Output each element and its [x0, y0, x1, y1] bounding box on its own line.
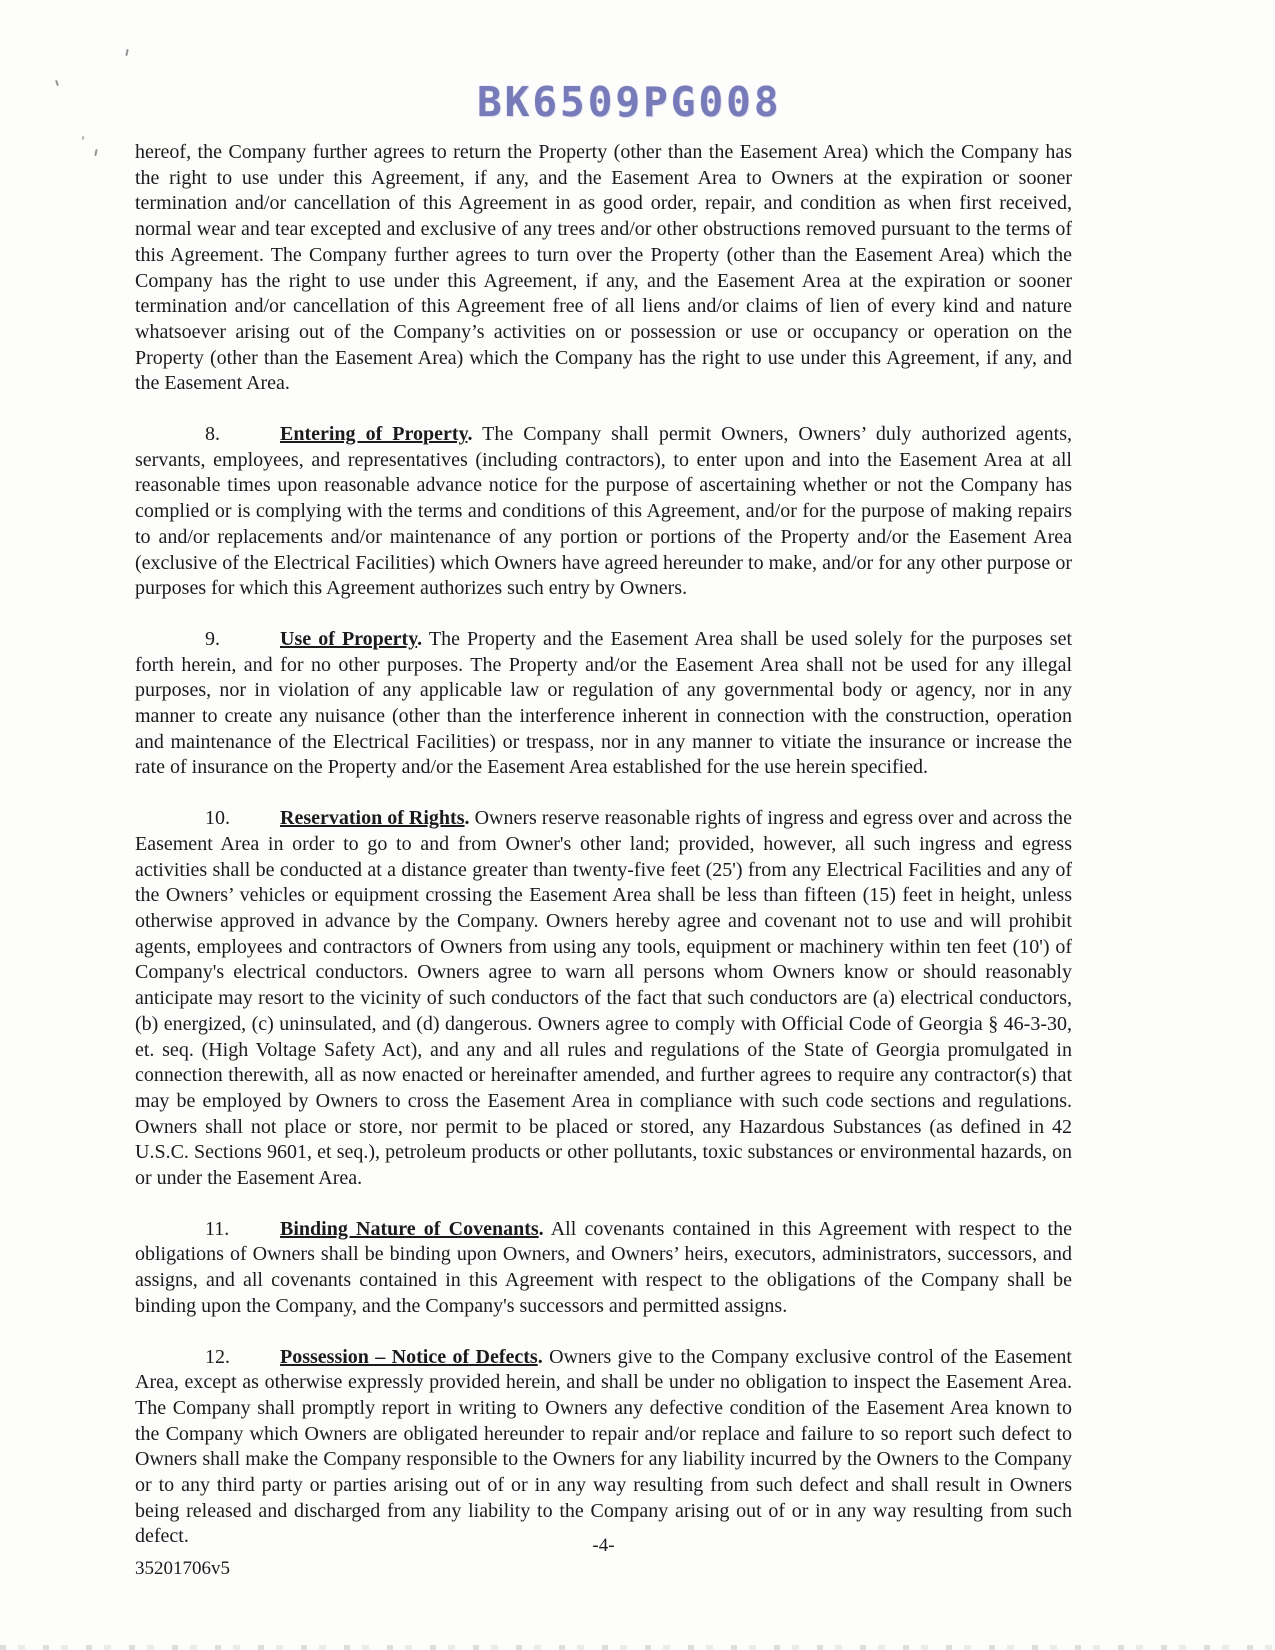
section-12-heading-punct: .	[537, 1345, 543, 1368]
section-12-number: 12.	[205, 1345, 230, 1368]
section-10-number: 10.	[205, 807, 230, 830]
scan-artifact-speck	[125, 49, 128, 56]
section-8-heading: Entering of Property	[280, 423, 468, 446]
section-11-number: 11.	[205, 1217, 230, 1240]
section-10-paragraph	[135, 806, 1072, 1192]
document-body	[135, 140, 1072, 1575]
section-11-heading: Binding Nature of Covenants	[280, 1217, 539, 1240]
section-12-text: Owners give to the Company exclusive control of the Easement Area, except as otherwise expressly provided herein, and shall be under no obligation to inspect the Easement Area. The Company shall promptly report in writing to Owners any defective condition of the Easement Area known to the Company which Owners are obligated hereunder to repair and/or replace and failure to so report such defect to Owners shall make the Company responsible to the Owners for any liability incurred by the Owners to the Company or to any third party or parties arising out of or in any way resulting from such defect and shall result in Owners being released and discharged from any liability to the Company arising out of or in any way resulting from such defect.	[135, 1345, 1072, 1548]
section-11-paragraph	[135, 1217, 1072, 1320]
intro-continuation-text: hereof, the Company further agrees to return the Property (other than the Easement Area) which the Company has the right to use under this Agreement, if any, and the Easement Area to Owners at the expiration or sooner termination and/or cancellation of this Agreement in as good order, repair, and condition as when first received, normal wear and tear excepted and exclusive of any trees and/or other obstructions removed pursuant to the terms of this Agreement. The Company further agrees to turn over the Property (other than the Easement Area) which the Company has the right to use under this Agreement, if any, and the Easement Area at the expiration or sooner termination and/or cancellation of this Agreement free of all liens and/or claims of lien of every kind and nature whatsoever arising out of the Company’s activities on or possession or use or occupancy or operation on the Property (other than the Easement Area) which the Company has the right to use under this Agreement, if any, and the Easement Area.	[135, 141, 1072, 395]
section-9-heading-punct: .	[417, 627, 423, 650]
section-8-number: 8.	[205, 423, 220, 446]
page-number: -4-	[592, 1535, 615, 1556]
section-8-heading-punct: .	[467, 423, 473, 446]
intro-continuation-paragraph	[135, 140, 1072, 397]
section-10-text: Owners reserve reasonable rights of ingress and egress over and across the Easement Area in order to go to and from Owner's other land; provided, however, all such ingress and egress activities shall be conducted at a distance greater than twenty-five feet (25') from any Electrical Facilities and any of the Owners’ vehicles or equipment crossing the Easement Area shall be less than fifteen (15) feet in height, unless otherwise approved in advance by the Company. Owners hereby agree and covenant not to use and will prohibit agents, employees and contractors of Owners from using any tools, equipment or machinery within ten feet (10') of Company's electrical conductors. Owners agree to warn all persons whom Owners know or should reasonably anticipate may resort to the vicinity of such conductors of the fact that such conductors are (a) electrical conductors, (b) energized, (c) uninsulated, and (d) dangerous. Owners agree to comply with Official Code of Georgia § 46-3-30, et. seq. (High Voltage Safety Act), and any and all rules and regulations of the State of Georgia promulgated in connection therewith, all as now enacted or hereinafter amended, and further agrees to require any contractor(s) that may be employed by Owners to cross the Easement Area in compliance with such code sections and regulations. Owners shall not place or store, nor permit to be placed or stored, any Hazardous Substances (as defined in 42 U.S.C. Sections 9601, et seq.), petroleum products or other pollutants, toxic substances or environmental hazards, on or under the Easement Area.	[135, 807, 1073, 1190]
document-version-id: 35201706v5	[135, 1558, 230, 1579]
section-8-paragraph	[135, 422, 1072, 602]
scan-artifact-speck	[82, 136, 85, 140]
section-9-text: The Property and the Easement Area shall be used solely for the purposes set forth herein, and for no other purposes. The Property and/or the Easement Area shall not be used for any illegal purposes, nor in violation of any applicable law or regulation of any governmental body or agency, nor in any manner to create any nuisance (other than the interference inherent in connection with the construction, operation and maintenance of the Electrical Facilities) or trespass, nor in any manner to vitiate the insurance or increase the rate of insurance on the Property and/or the Easement Area established for the use herein specified.	[135, 627, 1073, 779]
section-11-text: All covenants contained in this Agreement with respect to the obligations of Owners shall be binding upon Owners, and Owners’ heirs, executors, administrators, successors, and assigns, and all covenants contained in this Agreement with respect to the obligations of the Company shall be binding upon the Company, and the Company's successors and permitted assigns.	[135, 1217, 1072, 1317]
section-10-heading-punct: .	[464, 807, 470, 830]
book-page-recording-stamp: BK6509PG008	[477, 78, 782, 126]
scan-artifact-speck	[94, 149, 97, 156]
section-10-heading: Reservation of Rights	[280, 807, 465, 830]
scan-artifact-speck	[55, 80, 59, 86]
section-11-heading-punct: .	[538, 1217, 544, 1240]
section-9-paragraph	[135, 627, 1072, 781]
scan-edge-artifact	[0, 1645, 1275, 1650]
section-12-heading: Possession – Notice of Defects	[280, 1345, 538, 1368]
section-9-heading: Use of Property	[280, 627, 418, 650]
section-9-number: 9.	[205, 627, 220, 650]
section-12-paragraph	[135, 1345, 1072, 1551]
section-8-text: The Company shall permit Owners, Owners’ duly authorized agents, servants, employees, and representatives (including contractors), to enter upon and into the Easement Area at all reasonable times upon reasonable advance notice for the purpose of ascertaining whether or not the Company has complied or is complying with the terms and conditions of this Agreement, and/or for the purpose of making repairs to and/or replacements and/or maintenance of any portion or portions of the Property and/or the Easement Area (exclusive of the Electrical Facilities) which Owners have agreed hereunder to make, and/or for any other purpose or purposes for which this Agreement authorizes such entry by Owners.	[135, 423, 1072, 600]
